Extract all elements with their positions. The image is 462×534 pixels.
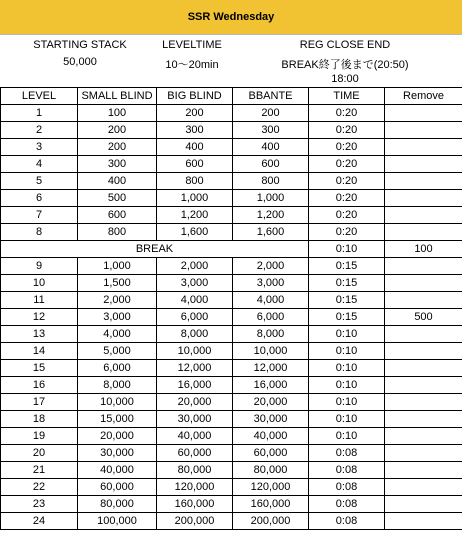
column-header-small-blind: SMALL BLIND [78, 88, 157, 105]
level-cell: 12 [1, 309, 78, 326]
level-cell: 8 [1, 224, 78, 241]
level-cell: 18 [1, 411, 78, 428]
bbante-cell: 8,000 [233, 326, 309, 343]
level-cell: 2 [1, 122, 78, 139]
bbante-cell: 600 [233, 156, 309, 173]
time-cell: 0:08 [309, 445, 385, 462]
time-cell: 0:20 [309, 207, 385, 224]
remove-cell: 500 [385, 309, 462, 326]
small-blind-cell: 8,000 [78, 377, 157, 394]
time-cell: 0:15 [309, 292, 385, 309]
small-blind-cell: 1,000 [78, 258, 157, 275]
big-blind-cell: 600 [157, 156, 233, 173]
remove-cell [385, 156, 462, 173]
break-time: 0:10 [309, 241, 385, 258]
small-blind-cell: 4,000 [78, 326, 157, 343]
bbante-cell: 2,000 [233, 258, 309, 275]
table-row [1, 139, 462, 156]
big-blind-cell: 12,000 [157, 360, 233, 377]
level-cell: 10 [1, 275, 78, 292]
time-cell: 0:08 [309, 462, 385, 479]
remove-cell [385, 326, 462, 343]
small-blind-cell: 300 [78, 156, 157, 173]
level-cell: 13 [1, 326, 78, 343]
small-blind-cell: 40,000 [78, 462, 157, 479]
bbante-cell: 3,000 [233, 275, 309, 292]
level-cell: 9 [1, 258, 78, 275]
big-blind-cell: 16,000 [157, 377, 233, 394]
sheet-title: SSR Wednesday [0, 0, 462, 35]
bbante-cell: 1,600 [233, 224, 309, 241]
time-cell: 0:20 [309, 173, 385, 190]
level-cell: 5 [1, 173, 78, 190]
small-blind-cell: 1,500 [78, 275, 157, 292]
reg-close-label: REG CLOSE END [299, 39, 391, 51]
time-cell: 0:15 [309, 275, 385, 292]
time-cell: 0:20 [309, 105, 385, 122]
table-row [1, 496, 462, 513]
small-blind-cell: 20,000 [78, 428, 157, 445]
level-cell: 6 [1, 190, 78, 207]
column-header-big-blind: BIG BLIND [157, 88, 233, 105]
small-blind-cell: 6,000 [78, 360, 157, 377]
time-cell: 0:20 [309, 139, 385, 156]
level-cell: 19 [1, 428, 78, 445]
remove-cell [385, 513, 462, 530]
bbante-cell: 1,000 [233, 190, 309, 207]
time-cell: 0:20 [309, 190, 385, 207]
remove-cell [385, 173, 462, 190]
time-cell: 0:08 [309, 513, 385, 530]
time-cell: 0:15 [309, 258, 385, 275]
big-blind-cell: 2,000 [157, 258, 233, 275]
small-blind-cell: 200 [78, 139, 157, 156]
big-blind-cell: 40,000 [157, 428, 233, 445]
table-row [1, 462, 462, 479]
big-blind-cell: 80,000 [157, 462, 233, 479]
level-cell: 3 [1, 139, 78, 156]
remove-cell [385, 377, 462, 394]
remove-cell [385, 360, 462, 377]
bbante-cell: 6,000 [233, 309, 309, 326]
leveltime-label: LEVELTIME [162, 39, 222, 51]
level-cell: 11 [1, 292, 78, 309]
big-blind-cell: 30,000 [157, 411, 233, 428]
bbante-cell: 12,000 [233, 360, 309, 377]
level-cell: 24 [1, 513, 78, 530]
starting-stack-value: 50,000 [63, 56, 97, 68]
small-blind-cell: 15,000 [78, 411, 157, 428]
big-blind-cell: 800 [157, 173, 233, 190]
small-blind-cell: 5,000 [78, 343, 157, 360]
time-cell: 0:20 [309, 156, 385, 173]
column-header-time: TIME [309, 88, 385, 105]
level-cell: 22 [1, 479, 78, 496]
small-blind-cell: 800 [78, 224, 157, 241]
time-cell: 0:10 [309, 360, 385, 377]
starting-stack-label: STARTING STACK [33, 39, 127, 51]
bbante-cell: 16,000 [233, 377, 309, 394]
reg-close-note: BREAK終了後まで(20:50) [281, 59, 409, 71]
table-row [1, 428, 462, 445]
remove-cell [385, 292, 462, 309]
small-blind-cell: 100 [78, 105, 157, 122]
remove-cell [385, 105, 462, 122]
table-row [1, 309, 462, 326]
remove-cell [385, 258, 462, 275]
level-cell: 1 [1, 105, 78, 122]
time-cell: 0:08 [309, 479, 385, 496]
time-cell: 0:08 [309, 496, 385, 513]
small-blind-cell: 100,000 [78, 513, 157, 530]
remove-cell [385, 122, 462, 139]
big-blind-cell: 1,200 [157, 207, 233, 224]
small-blind-cell: 2,000 [78, 292, 157, 309]
column-header-level: LEVEL [1, 88, 78, 105]
bbante-cell: 40,000 [233, 428, 309, 445]
column-header-remove: Remove [385, 88, 462, 105]
small-blind-cell: 3,000 [78, 309, 157, 326]
bbante-cell: 160,000 [233, 496, 309, 513]
small-blind-cell: 500 [78, 190, 157, 207]
time-cell: 0:10 [309, 377, 385, 394]
bbante-cell: 80,000 [233, 462, 309, 479]
big-blind-cell: 3,000 [157, 275, 233, 292]
big-blind-cell: 1,600 [157, 224, 233, 241]
bbante-cell: 200 [233, 105, 309, 122]
remove-cell [385, 462, 462, 479]
big-blind-cell: 20,000 [157, 394, 233, 411]
big-blind-cell: 400 [157, 139, 233, 156]
big-blind-cell: 300 [157, 122, 233, 139]
bbante-cell: 1,200 [233, 207, 309, 224]
table-row [1, 360, 462, 377]
level-cell: 21 [1, 462, 78, 479]
small-blind-cell: 200 [78, 122, 157, 139]
table-row [1, 513, 462, 530]
table-row [1, 275, 462, 292]
table-row [1, 343, 462, 360]
time-cell: 0:10 [309, 411, 385, 428]
time-cell: 0:10 [309, 428, 385, 445]
bbante-cell: 400 [233, 139, 309, 156]
table-row [1, 394, 462, 411]
bbante-cell: 120,000 [233, 479, 309, 496]
bbante-cell: 200,000 [233, 513, 309, 530]
bbante-cell: 60,000 [233, 445, 309, 462]
remove-cell [385, 479, 462, 496]
table-header-row [1, 88, 462, 105]
break-label: BREAK [1, 241, 309, 258]
remove-cell [385, 496, 462, 513]
big-blind-cell: 4,000 [157, 292, 233, 309]
big-blind-cell: 160,000 [157, 496, 233, 513]
small-blind-cell: 600 [78, 207, 157, 224]
time-cell: 0:20 [309, 122, 385, 139]
reg-close-time: 18:00 [331, 73, 359, 85]
bbante-cell: 30,000 [233, 411, 309, 428]
small-blind-cell: 80,000 [78, 496, 157, 513]
remove-cell [385, 445, 462, 462]
big-blind-cell: 200,000 [157, 513, 233, 530]
big-blind-cell: 8,000 [157, 326, 233, 343]
table-row [1, 445, 462, 462]
remove-cell [385, 411, 462, 428]
leveltime-value: 10〜20min [165, 59, 219, 71]
break-row [1, 241, 462, 258]
bbante-cell: 800 [233, 173, 309, 190]
level-cell: 15 [1, 360, 78, 377]
table-row [1, 156, 462, 173]
remove-cell [385, 428, 462, 445]
blind-levels-table [0, 87, 462, 530]
remove-cell [385, 207, 462, 224]
big-blind-cell: 1,000 [157, 190, 233, 207]
level-cell: 23 [1, 496, 78, 513]
tournament-info [0, 35, 462, 87]
table-row [1, 258, 462, 275]
table-row [1, 122, 462, 139]
table-row [1, 190, 462, 207]
table-row [1, 292, 462, 309]
level-cell: 7 [1, 207, 78, 224]
small-blind-cell: 30,000 [78, 445, 157, 462]
remove-cell [385, 394, 462, 411]
table-row [1, 377, 462, 394]
time-cell: 0:15 [309, 309, 385, 326]
bbante-cell: 4,000 [233, 292, 309, 309]
big-blind-cell: 120,000 [157, 479, 233, 496]
table-row [1, 479, 462, 496]
small-blind-cell: 10,000 [78, 394, 157, 411]
table-row [1, 105, 462, 122]
small-blind-cell: 60,000 [78, 479, 157, 496]
bbante-cell: 300 [233, 122, 309, 139]
bbante-cell: 20,000 [233, 394, 309, 411]
table-row [1, 326, 462, 343]
remove-cell [385, 139, 462, 156]
table-row [1, 207, 462, 224]
break-remove: 100 [385, 241, 462, 258]
bbante-cell: 10,000 [233, 343, 309, 360]
time-cell: 0:10 [309, 394, 385, 411]
big-blind-cell: 10,000 [157, 343, 233, 360]
time-cell: 0:10 [309, 343, 385, 360]
remove-cell [385, 275, 462, 292]
big-blind-cell: 6,000 [157, 309, 233, 326]
remove-cell [385, 343, 462, 360]
table-row [1, 224, 462, 241]
level-cell: 4 [1, 156, 78, 173]
level-cell: 16 [1, 377, 78, 394]
small-blind-cell: 400 [78, 173, 157, 190]
level-cell: 20 [1, 445, 78, 462]
remove-cell [385, 190, 462, 207]
column-header-bbante: BBANTE [233, 88, 309, 105]
level-cell: 14 [1, 343, 78, 360]
remove-cell [385, 224, 462, 241]
table-row [1, 411, 462, 428]
time-cell: 0:10 [309, 326, 385, 343]
level-cell: 17 [1, 394, 78, 411]
table-row [1, 173, 462, 190]
big-blind-cell: 60,000 [157, 445, 233, 462]
big-blind-cell: 200 [157, 105, 233, 122]
time-cell: 0:20 [309, 224, 385, 241]
